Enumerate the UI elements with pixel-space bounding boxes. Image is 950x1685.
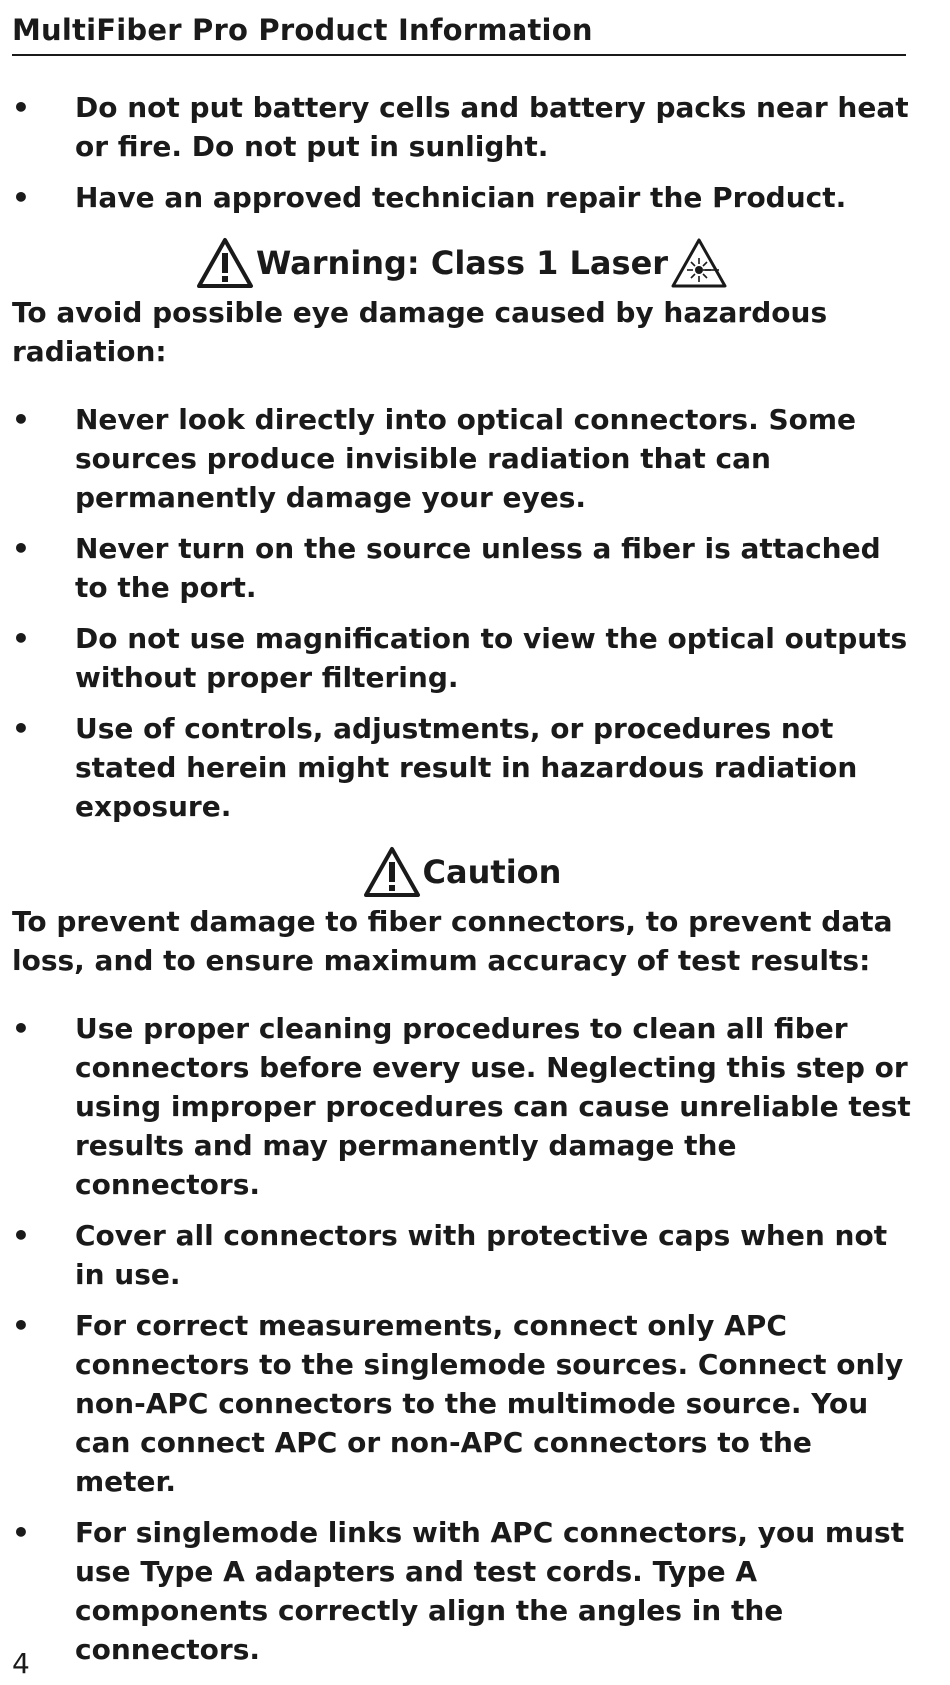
caution-title: Caution	[422, 853, 562, 891]
list-item	[12, 1009, 912, 1204]
bullet-marker: •	[12, 532, 30, 565]
warning-triangle-icon	[196, 237, 254, 289]
list-item-text: Do not use magnification to view the optical outputs without proper filtering.	[75, 622, 908, 694]
caution-heading	[12, 846, 912, 898]
caution-intro: To prevent damage to fiber connectors, to prevent data loss, and to ensure maximum accuracy of test results:	[12, 905, 893, 977]
bullet-marker: •	[12, 403, 30, 436]
battery-safety-list	[12, 88, 912, 217]
list-item	[12, 1216, 912, 1294]
list-item	[12, 709, 912, 826]
list-item-text: Do not put battery cells and battery packs near heat or fire. Do not put in sunlight.	[75, 91, 909, 163]
page-content	[12, 88, 912, 1681]
bullet-marker: •	[12, 1516, 30, 1549]
list-item-text: Cover all connectors with protective caps when not in use.	[75, 1219, 888, 1291]
laser-warning-heading	[12, 237, 912, 289]
caution-triangle-icon	[363, 846, 421, 898]
bullet-marker: •	[12, 1309, 30, 1342]
list-item-text: Use of controls, adjustments, or procedures not stated herein might result in hazardous radiation exposure.	[75, 712, 858, 823]
laser-warning-title: Warning: Class 1 Laser	[255, 244, 669, 282]
page-number: 4	[12, 1647, 30, 1680]
bullet-marker: •	[12, 91, 30, 124]
laser-hazard-icon	[670, 237, 728, 289]
laser-warning-list	[12, 400, 912, 826]
list-item-text: Use proper cleaning procedures to clean all fiber connectors before every use. Neglecting this step or using improper procedures can cause unreliable test results and may permanently damage the connectors.	[75, 1012, 911, 1201]
list-item	[12, 88, 912, 166]
list-item-text: For correct measurements, connect only APC connectors to the singlemode sources. Connect only non-APC connectors to the multimode source. You can connect APC or non-APC connectors to the meter.	[75, 1309, 904, 1498]
list-item	[12, 1513, 912, 1669]
bullet-marker: •	[12, 1219, 30, 1252]
list-item	[12, 178, 912, 217]
caution-list	[12, 1009, 912, 1669]
list-item	[12, 400, 912, 517]
list-item	[12, 619, 912, 697]
laser-warning-intro: To avoid possible eye damage caused by hazardous radiation:	[12, 296, 828, 368]
bullet-marker: •	[12, 622, 30, 655]
list-item	[12, 1306, 912, 1501]
list-item-text: For singlemode links with APC connectors, you must use Type A adapters and test cords. Type A components correctly align the angles in the connectors.	[75, 1516, 905, 1666]
list-item-text: Never turn on the source unless a fiber is attached to the port.	[75, 532, 881, 604]
bullet-marker: •	[12, 712, 30, 745]
running-header: MultiFiber Pro Product Information	[12, 10, 906, 56]
bullet-marker: •	[12, 1012, 30, 1045]
bullet-marker: •	[12, 181, 30, 214]
list-item-text: Have an approved technician repair the Product.	[75, 181, 847, 214]
list-item	[12, 529, 912, 607]
list-item-text: Never look directly into optical connectors. Some sources produce invisible radiation that can permanently damage your eyes.	[75, 403, 857, 514]
